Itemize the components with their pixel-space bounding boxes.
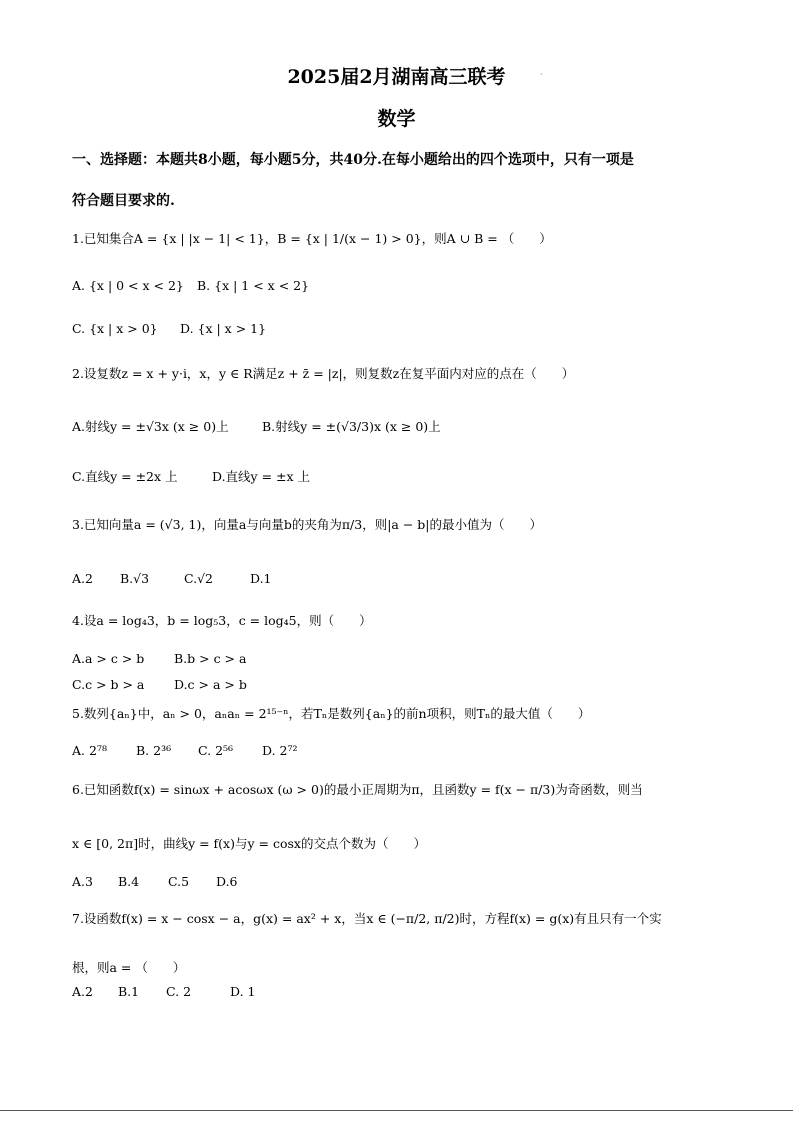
question-5-option-c: C. 2⁵⁶ bbox=[198, 743, 234, 758]
question-5-option-a: A. 2⁷⁸ bbox=[72, 743, 107, 758]
question-4-option-a: A.a > c > b bbox=[72, 651, 145, 666]
question-1-option-c: C. {x | x > 0} bbox=[72, 321, 158, 336]
section-heading-line1: 一、选择题：本题共8小题，每小题5分，共40分.在每小题给出的四个选项中，只有一项是 bbox=[72, 152, 634, 168]
scan-mark: · bbox=[540, 70, 543, 79]
question-1-option-a: A. {x | 0 < x < 2} bbox=[72, 278, 184, 293]
question-6-stem-line1: 6.已知函数f(x) = sinωx + acosωx (ω > 0)的最小正周期为π，且函数y = f(x − π/3)为奇函数，则当 bbox=[72, 782, 643, 797]
question-2-option-c: C.直线y = ±2x 上 bbox=[72, 469, 178, 484]
section-heading-line2: 符合题目要求的. bbox=[72, 193, 175, 209]
question-3-option-b: B.√3 bbox=[120, 571, 150, 586]
question-2-stem: 2.设复数z = x + y·i，x，y ∈ R满足z + z̄ = |z|，则复数z在复平面内对应的点在（ ） bbox=[72, 366, 575, 381]
question-6-stem-line2: x ∈ [0, 2π]时，曲线y = f(x)与y = cosx的交点个数为（ ） bbox=[72, 836, 426, 851]
question-3-option-a: A.2 bbox=[72, 571, 93, 586]
question-6-option-c: C.5 bbox=[168, 874, 190, 889]
question-4-option-b: B.b > c > a bbox=[174, 651, 247, 666]
question-7-stem-line2: 根，则a = （ ） bbox=[72, 960, 186, 975]
question-5-stem: 5.数列{aₙ}中，aₙ > 0，aₙaₙ = 2¹⁵⁻ⁿ，若Tₙ是数列{aₙ}的前n项积，则Tₙ的最大值（ ） bbox=[72, 706, 591, 721]
question-7-option-a: A.2 bbox=[72, 984, 93, 999]
question-6-option-a: A.3 bbox=[72, 874, 93, 889]
question-6-option-d: D.6 bbox=[216, 874, 238, 889]
question-2-option-a: A.射线y = ±√3x (x ≥ 0)上 bbox=[72, 419, 229, 434]
question-2-option-d: D.直线y = ±x 上 bbox=[212, 469, 311, 484]
question-7-option-d: D. 1 bbox=[230, 984, 256, 999]
page-bottom-divider bbox=[0, 1110, 793, 1111]
question-7-stem-line1: 7.设函数f(x) = x − cosx − a，g(x) = ax² + x，当x ∈ (−π/2, π/2)时，方程f(x) = g(x)有且只有一个实 bbox=[72, 911, 662, 926]
page-title: 2025届2月湖南高三联考 bbox=[287, 66, 506, 88]
question-3-option-d: D.1 bbox=[250, 571, 272, 586]
question-5-option-d: D. 2⁷² bbox=[262, 743, 298, 758]
question-1-stem: 1.已知集合A = {x | |x − 1| < 1}，B = {x | 1/(x − 1) > 0}，则A ∪ B = （ ） bbox=[72, 231, 552, 246]
subject-title: 数学 bbox=[377, 108, 416, 130]
question-5-option-b: B. 2³⁶ bbox=[136, 743, 172, 758]
question-4-option-c: C.c > b > a bbox=[72, 677, 145, 692]
question-1-option-b: B. {x | 1 < x < 2} bbox=[197, 278, 310, 293]
question-6-option-b: B.4 bbox=[118, 874, 140, 889]
question-7-option-b: B.1 bbox=[118, 984, 140, 999]
question-1-option-d: D. {x | x > 1} bbox=[180, 321, 267, 336]
question-4-stem: 4.设a = log₄3，b = log₅3，c = log₄5，则（ ） bbox=[72, 613, 372, 628]
question-3-option-c: C.√2 bbox=[184, 571, 214, 586]
question-3-stem: 3.已知向量a = (√3, 1)，向量a与向量b的夹角为π/3，则|a − b|的最小值为（ ） bbox=[72, 517, 543, 532]
question-2-option-b: B.射线y = ±(√3/3)x (x ≥ 0)上 bbox=[262, 419, 441, 434]
question-7-option-c: C. 2 bbox=[166, 984, 192, 999]
question-4-option-d: D.c > a > b bbox=[174, 677, 247, 692]
